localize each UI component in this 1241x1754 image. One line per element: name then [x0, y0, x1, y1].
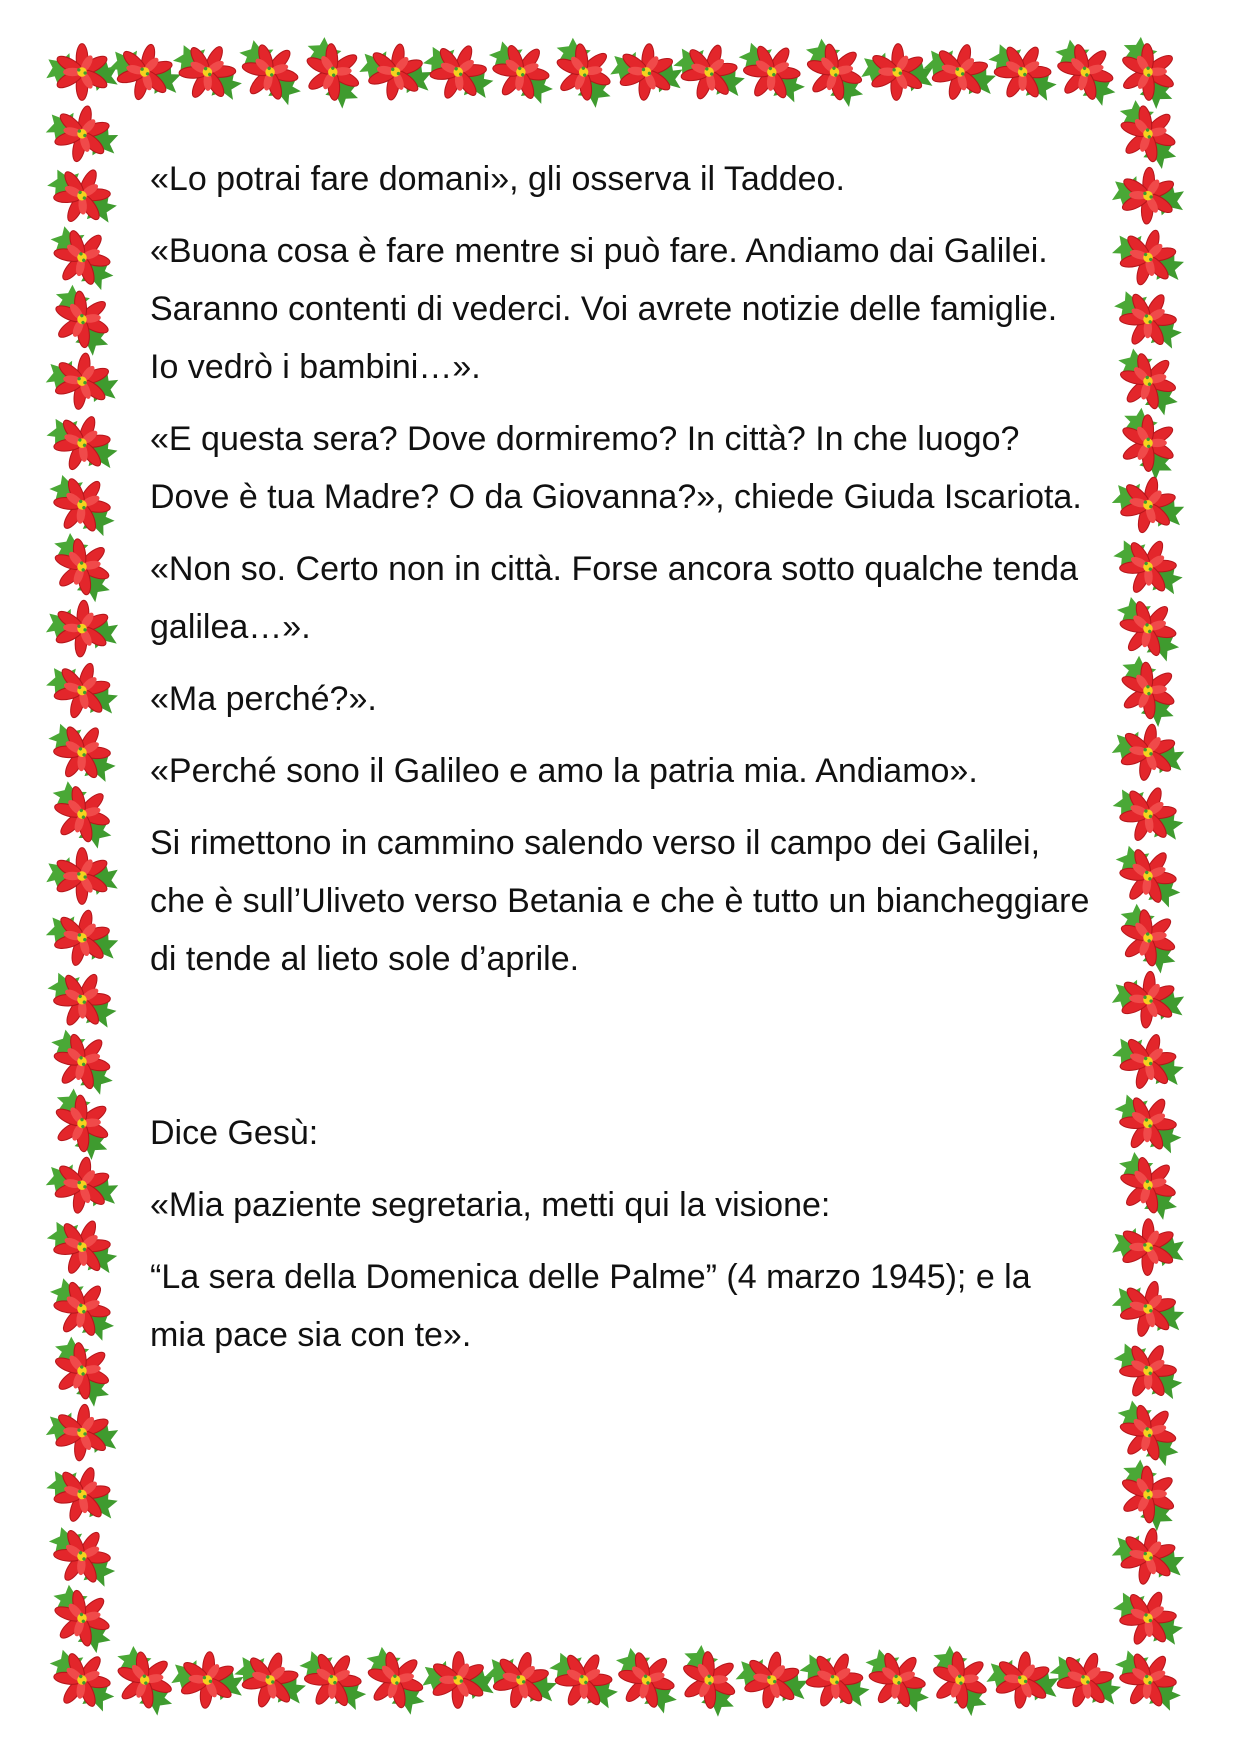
poinsettia-icon [225, 27, 316, 117]
poinsettia-icon [39, 653, 124, 729]
poinsettia-icon [36, 461, 127, 549]
poinsettia-icon [1102, 832, 1193, 920]
poinsettia-icon [38, 1325, 127, 1416]
poinsettia-icon [39, 1078, 126, 1169]
poinsettia-icon [38, 1207, 126, 1288]
poinsettia-icon [1104, 645, 1191, 736]
poinsettia-icon [103, 36, 186, 108]
poinsettia-icon [414, 32, 502, 113]
poinsettia-icon [852, 1636, 943, 1725]
poinsettia-icon [36, 1265, 127, 1354]
poinsettia-icon [1103, 277, 1193, 362]
poinsettia-icon [1106, 1272, 1190, 1345]
poinsettia-icon [169, 1649, 245, 1712]
paragraph: «E questa sera? Dove dormiremo? In città? In che luogo? Dove è tua Madre? O da Giovanna?», chiede Giuda Iscariota. [150, 420, 1082, 516]
poinsettia-icon [38, 274, 126, 365]
poinsettia-icon [1102, 584, 1193, 674]
poinsettia-icon [666, 1635, 752, 1726]
poinsettia-icon [163, 30, 253, 114]
poinsettia-icon [479, 1643, 563, 1716]
poinsettia-icon [1103, 1388, 1194, 1478]
paragraph: “La sera della Domenica delle Palme” (4 marzo 1945); e la mia pace sia con te». [150, 1258, 1031, 1354]
poinsettia-icon [1105, 1449, 1191, 1540]
poinsettia-icon [46, 44, 117, 101]
poinsettia-icon [1103, 1329, 1193, 1413]
poinsettia-icon [1104, 774, 1192, 854]
poinsettia-icon [1104, 892, 1193, 983]
poinsettia-icon [37, 521, 126, 612]
poinsettia-icon [355, 38, 435, 106]
paragraph: Si rimettono in cammino salendo verso il campo dei Galilei, che è sull’Uliveto verso Betania e che è tutto un biancheggiare di tende al lieto sole d’aprile. [150, 824, 1090, 978]
poinsettia-icon [38, 403, 125, 482]
poinsettia-icon [37, 769, 127, 860]
poinsettia-icon [287, 1637, 378, 1723]
poinsettia-icon [46, 848, 117, 905]
poinsettia-icon [918, 35, 1002, 109]
poinsettia-icon [37, 155, 126, 237]
poinsettia-icon [1105, 398, 1190, 488]
poinsettia-icon [422, 1651, 494, 1709]
poinsettia-icon [36, 1017, 127, 1107]
poinsettia-icon [289, 27, 376, 118]
paragraph: «Mia paziente segretaria, metti qui la visione: [150, 1186, 831, 1224]
poinsettia-icon [1111, 166, 1185, 226]
poinsettia-icon [43, 348, 122, 414]
paragraph: «Lo potrai fare domani», gli osserva il Taddeo. [150, 160, 845, 198]
poinsettia-icon [1108, 719, 1187, 786]
poinsettia-icon [44, 1401, 121, 1465]
poinsettia-icon [475, 28, 566, 117]
poinsettia-icon [41, 902, 124, 974]
poinsettia-icon [731, 1645, 812, 1714]
paragraph: «Ma perché?». [150, 680, 377, 718]
poinsettia-icon [539, 1638, 629, 1722]
poinsettia-icon [37, 1573, 127, 1664]
poinsettia-icon [1105, 1023, 1191, 1100]
poinsettia-icon [1106, 220, 1191, 295]
document-body [150, 150, 1090, 1378]
poinsettia-icon [608, 40, 685, 104]
poinsettia-icon [1103, 1140, 1193, 1231]
poinsettia-icon [1107, 469, 1189, 540]
poinsettia-icon [1103, 1080, 1194, 1166]
paragraph: «Perché sono il Galileo e amo la patria mia. Andiamo». [150, 752, 978, 790]
poinsettia-icon [41, 99, 123, 169]
poinsettia-icon [37, 709, 128, 795]
poinsettia-icon [37, 1513, 128, 1600]
poinsettia-icon [978, 30, 1068, 115]
poinsettia-icon [726, 29, 817, 116]
poinsettia-icon [1040, 27, 1131, 117]
paragraph: Dice Gesù: [150, 1114, 319, 1152]
poinsettia-icon [601, 1635, 692, 1725]
poinsettia-icon [861, 42, 934, 101]
poinsettia-icon [1102, 1636, 1193, 1723]
poinsettia-icon [984, 1648, 1062, 1713]
poinsettia-icon [42, 1151, 122, 1219]
poinsettia-icon [1108, 1522, 1189, 1591]
poinsettia-icon [1103, 336, 1194, 427]
poinsettia-icon [36, 1636, 127, 1724]
poinsettia-icon [39, 1456, 125, 1534]
paragraph: «Non so. Certo non in città. Forse ancora sotto qualche tenda galilea…». [150, 550, 1078, 646]
poinsettia-icon [1105, 27, 1191, 118]
poinsettia-icon [790, 1639, 879, 1721]
poinsettia-icon [36, 213, 127, 302]
poinsettia-icon [37, 958, 127, 1042]
poinsettia-icon [1104, 1577, 1193, 1659]
poinsettia-icon [44, 598, 119, 660]
poinsettia-icon [1103, 525, 1192, 608]
poinsettia-icon [1110, 968, 1186, 1031]
poinsettia-icon [1103, 88, 1193, 179]
paragraph: «Buona cosa è fare mentre si può fare. Andiamo dai Galilei. Saranno contenti di vederci. Voi avrete notizie delle famiglie. Io vedrò i bambini…». [150, 232, 1058, 386]
poinsettia-icon [1112, 1218, 1184, 1276]
